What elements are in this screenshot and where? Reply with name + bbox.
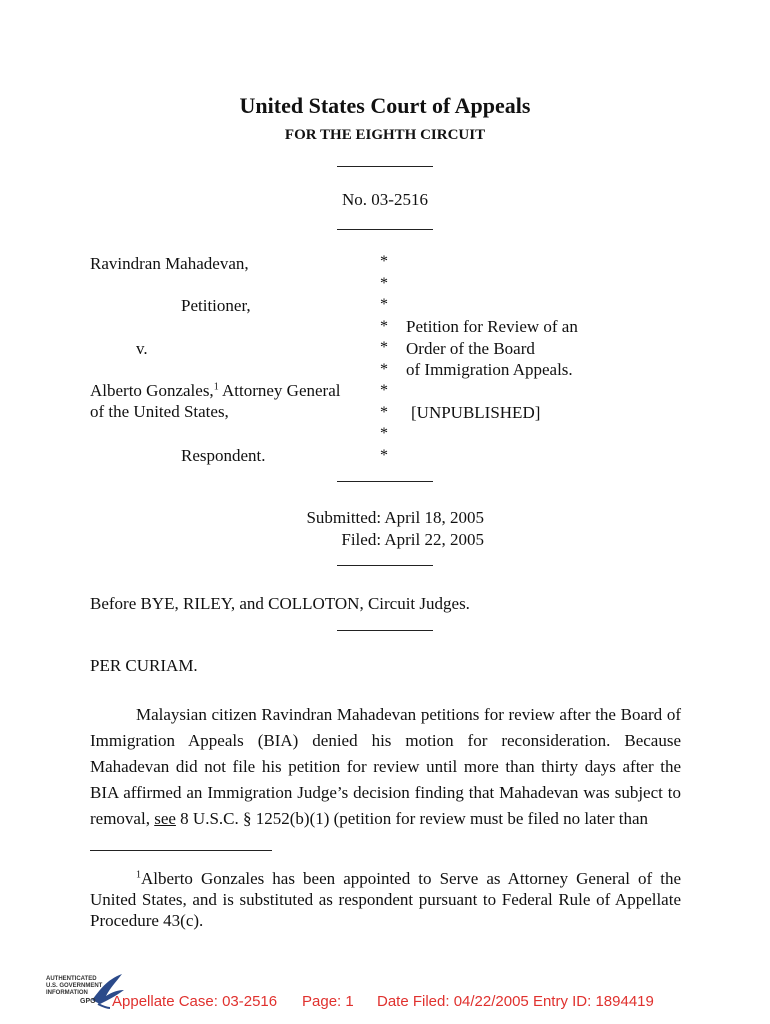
caption-star: *	[380, 318, 388, 335]
petition-line-2: Order of the Board	[406, 339, 535, 358]
caption-star: *	[380, 425, 388, 442]
paragraph-text-cont: 8 U.S.C. § 1252(b)(1) (petition for review must be filed no later than	[175, 809, 649, 828]
versus-label: v.	[136, 339, 148, 358]
per-curiam-heading: PER CURIAM.	[90, 656, 198, 675]
stamp-line-1: AUTHENTICATED	[46, 976, 97, 982]
see-signal: see	[154, 809, 176, 828]
respondent-role: Respondent.	[181, 446, 266, 465]
circuit-subtitle: FOR THE EIGHTH CIRCUIT	[284, 127, 486, 143]
caption-rule	[337, 481, 433, 482]
panel-rule	[337, 630, 433, 631]
header-rule-top	[337, 166, 433, 167]
caption-star: *	[380, 296, 388, 313]
caption-star: *	[380, 447, 388, 464]
dates-rule	[337, 565, 433, 566]
petitioner-role: Petitioner,	[181, 296, 251, 315]
caption-star: *	[380, 361, 388, 378]
footnote-text: Alberto Gonzales has been appointed to Serve as Attorney General of the United States, and is substituted as respondent pursuant to Federal Rule of Appellate Procedure 43(c).	[90, 869, 681, 930]
petitioner-name: Ravindran Mahadevan,	[90, 254, 249, 273]
footnote-ref[interactable]: 1	[213, 381, 219, 393]
ecf-page-number: Page: 1	[302, 993, 354, 1010]
respondent-name-line	[90, 381, 340, 401]
ecf-date-filed: Date Filed: 04/22/2005 Entry ID: 1894419	[377, 993, 654, 1010]
respondent-line2: of the United States,	[90, 402, 229, 421]
respondent-name: Alberto Gonzales,	[90, 381, 214, 400]
unpublished-status: [UNPUBLISHED]	[411, 403, 541, 422]
caption-star: *	[380, 275, 388, 292]
opinion-body	[90, 702, 681, 832]
submitted-date: Submitted: April 18, 2005	[306, 508, 484, 527]
filed-date: Filed: April 22, 2005	[341, 530, 484, 549]
stamp-gpo: GPO	[80, 998, 96, 1005]
caption-star: *	[380, 339, 388, 356]
docket-number: No. 03-2516	[342, 190, 428, 209]
stamp-line-3: INFORMATION	[46, 990, 88, 996]
court-title: United States Court of Appeals	[239, 93, 531, 118]
footnote-rule	[90, 850, 272, 851]
caption-star: *	[380, 253, 388, 270]
paragraph-text: Malaysian citizen Ravindran Mahadevan petitions for review after the Board of Immigration Appeals (BIA) denied his motion for reconsideration. Because Mahadevan did not file his petition for review until more than thirty days after the BIA affirmed an Immigration Judge’s decision finding that Mahadevan was subject to removal,	[90, 705, 681, 828]
footnote	[90, 868, 681, 931]
footnote-marker: 1	[136, 869, 141, 881]
opinion-paragraph	[90, 702, 681, 832]
respondent-title: Attorney General	[222, 381, 341, 400]
caption-star: *	[380, 404, 388, 421]
stamp-line-2: U.S. GOVERNMENT	[46, 983, 103, 989]
ecf-case-number: Appellate Case: 03-2516	[112, 993, 278, 1010]
petition-line-1: Petition for Review of an	[406, 317, 578, 336]
caption-star: *	[380, 382, 388, 399]
petition-line-3: of Immigration Appeals.	[406, 360, 573, 379]
header-rule-bottom	[337, 229, 433, 230]
panel-line: Before BYE, RILEY, and COLLOTON, Circuit Judges.	[90, 594, 470, 613]
